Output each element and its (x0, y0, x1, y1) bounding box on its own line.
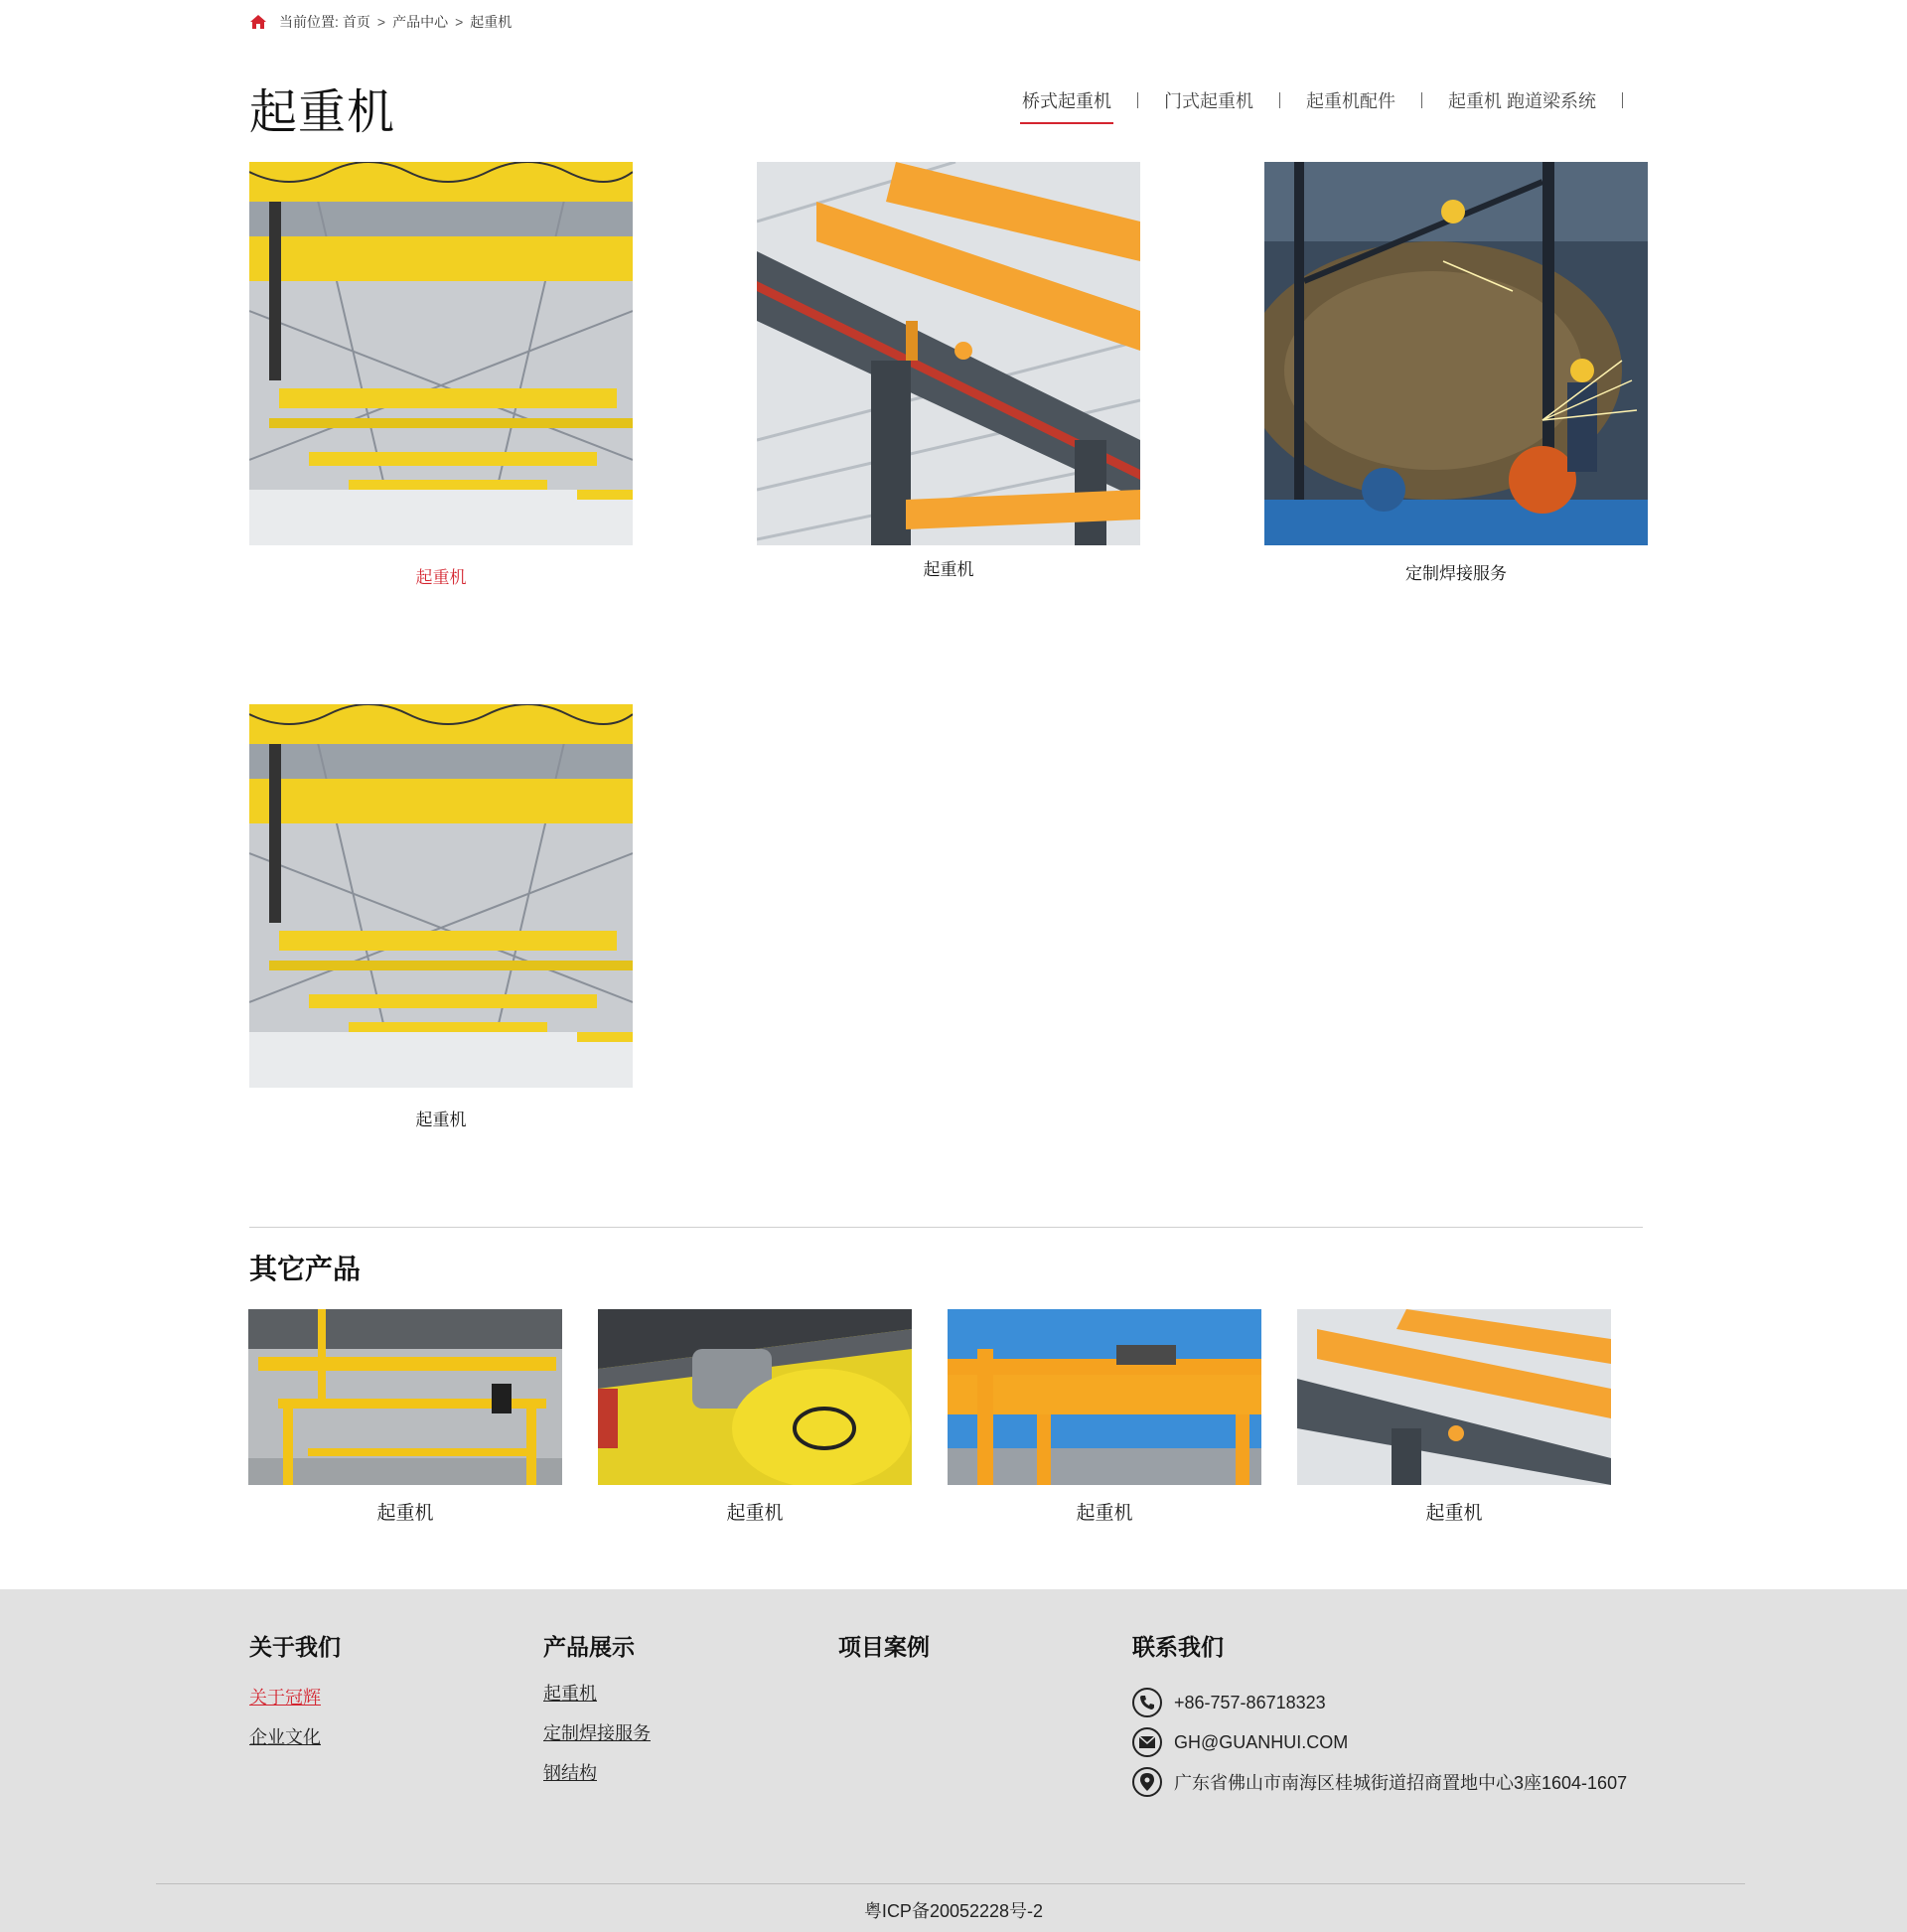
footer-link-crane[interactable]: 起重机 (543, 1684, 597, 1704)
other-product-image-light-crane[interactable] (248, 1309, 562, 1485)
contact-phone[interactable]: +86-757-86718323 (1174, 1692, 1326, 1712)
subnav-divider (1421, 92, 1422, 108)
footer-products-title: 产品展示 (543, 1634, 635, 1660)
product-image-welding-service[interactable] (1264, 162, 1648, 545)
other-product-card[interactable] (248, 1309, 562, 1525)
home-icon[interactable] (249, 14, 267, 30)
contact-email-row (1132, 1727, 1627, 1757)
footer-link-about-guanhui[interactable]: 关于冠辉 (249, 1688, 321, 1708)
breadcrumb-prefix: 当前位置: (279, 14, 339, 30)
page-title: 起重机 (249, 86, 396, 139)
breadcrumb-products-link[interactable]: 产品中心 (392, 14, 449, 30)
footer-link-welding[interactable]: 定制焊接服务 (543, 1723, 651, 1743)
other-product-card[interactable] (1297, 1309, 1611, 1525)
subnav-divider (1137, 92, 1138, 108)
product-caption[interactable]: 起重机 (415, 568, 467, 587)
contact-email[interactable]: GH@GUANHUI.COM (1174, 1731, 1349, 1752)
product-image-orange-overhead-crane[interactable] (757, 162, 1140, 545)
product-card[interactable] (249, 704, 633, 1130)
other-product-image-orange-overhead-crane[interactable] (1297, 1309, 1611, 1485)
contact-address: 广东省佛山市南海区桂城街道招商置地中心3座1604-1607 (1174, 1773, 1628, 1793)
product-card[interactable] (1264, 162, 1648, 584)
subnav-item-gantry-crane[interactable]: 门式起重机 (1163, 91, 1253, 111)
product-caption[interactable]: 起重机 (923, 560, 974, 579)
breadcrumb-separator: > (376, 14, 386, 30)
product-caption[interactable]: 定制焊接服务 (1405, 564, 1507, 583)
other-product-caption[interactable]: 起重机 (726, 1503, 784, 1524)
breadcrumb-separator: > (455, 14, 464, 30)
footer-about-column (249, 1629, 341, 1767)
contact-phone-row (1132, 1688, 1627, 1717)
product-caption[interactable]: 起重机 (415, 1111, 467, 1129)
footer-products-column (543, 1629, 651, 1803)
location-pin-icon (1132, 1767, 1162, 1797)
footer-contact-column (1132, 1629, 1627, 1807)
other-product-image-gantry-crane[interactable] (948, 1309, 1261, 1485)
subnav-divider (1622, 92, 1623, 108)
subnav-item-runway-system[interactable]: 起重机 跑道梁系统 (1447, 91, 1596, 111)
footer-link-steel-structure[interactable]: 钢结构 (543, 1763, 597, 1783)
footer-cases-title[interactable]: 项目案例 (838, 1634, 930, 1660)
footer-cases-column (838, 1629, 930, 1682)
footer-contact-title: 联系我们 (1132, 1634, 1224, 1660)
product-card[interactable] (757, 162, 1140, 580)
footer-link-culture[interactable]: 企业文化 (249, 1727, 321, 1747)
footer-about-title: 关于我们 (249, 1634, 341, 1660)
breadcrumb-current: 起重机 (470, 14, 513, 30)
product-image-yellow-bridge-crane[interactable] (249, 704, 633, 1088)
other-product-image-yellow-hoist[interactable] (598, 1309, 912, 1485)
icp-number[interactable]: 粤ICP备20052228号-2 (863, 1901, 1044, 1921)
contact-address-row (1132, 1767, 1627, 1797)
subnav-divider (1279, 92, 1280, 108)
other-products-title: 其它产品 (249, 1254, 362, 1284)
category-subnav (1020, 87, 1647, 113)
other-product-caption[interactable]: 起重机 (1076, 1503, 1133, 1524)
product-card[interactable] (249, 162, 633, 588)
other-product-card[interactable] (598, 1309, 912, 1525)
section-divider (249, 1227, 1643, 1228)
other-product-caption[interactable]: 起重机 (376, 1503, 434, 1524)
mail-icon (1132, 1727, 1162, 1757)
footer-divider (156, 1883, 1745, 1884)
product-image-yellow-bridge-crane[interactable] (249, 162, 633, 545)
breadcrumb-home-link[interactable]: 首页 (342, 14, 370, 30)
subnav-item-crane-parts[interactable]: 起重机配件 (1305, 91, 1395, 111)
breadcrumb (249, 12, 512, 32)
subnav-item-bridge-crane[interactable]: 桥式起重机 (1020, 87, 1113, 113)
footer (0, 1589, 1907, 1932)
other-product-caption[interactable]: 起重机 (1425, 1503, 1483, 1524)
phone-icon (1132, 1688, 1162, 1717)
other-product-card[interactable] (948, 1309, 1261, 1525)
